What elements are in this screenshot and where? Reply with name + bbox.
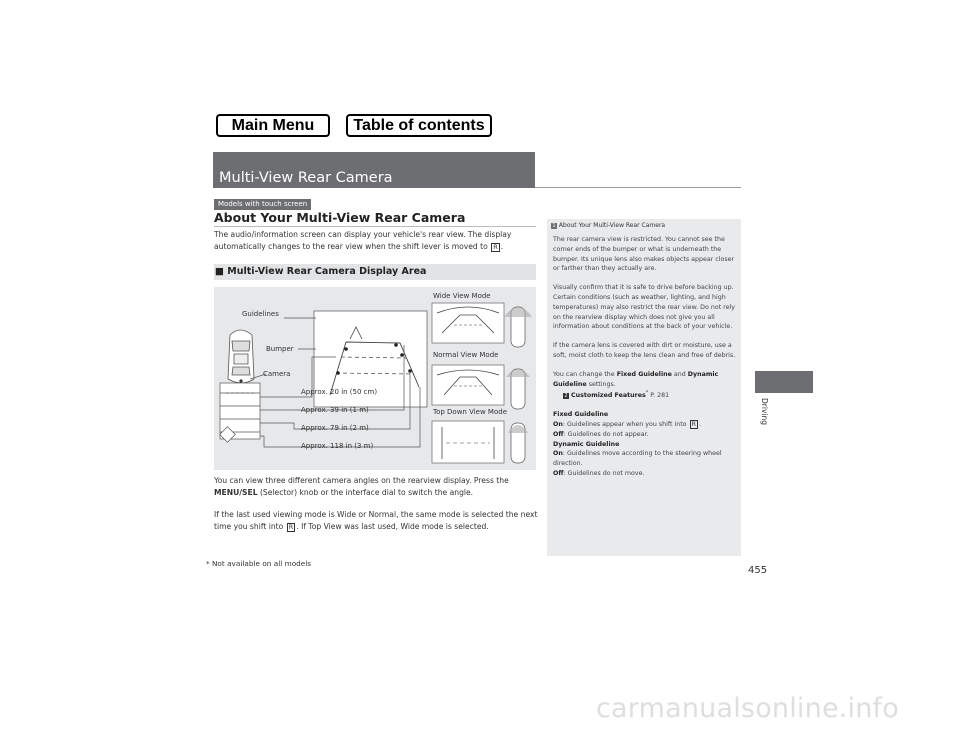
fixed-off-text: : Guidelines do not appear.	[563, 430, 649, 438]
dynamic-guideline-title: Dynamic Guideline	[553, 440, 620, 448]
fixed-off-label: Off	[553, 430, 564, 438]
intro-paragraph	[214, 229, 539, 253]
sidebar-p4-a: You can change the	[553, 370, 615, 378]
intro-end: .	[500, 242, 504, 251]
table-of-contents-button[interactable]: Table of contents	[346, 114, 492, 137]
wide-view-label: Wide View Mode	[433, 292, 491, 300]
menu-sel-term: MENU/SEL	[214, 488, 258, 497]
top-down-view-label: Top Down View Mode	[433, 408, 508, 416]
heading-rule	[214, 226, 536, 227]
fixed-on-label: On	[553, 421, 563, 429]
reference-page: P. 281	[650, 392, 670, 400]
bumper-label: Bumper	[266, 345, 294, 353]
sidebar-body	[553, 235, 738, 479]
customized-features-text: Customized Features	[571, 392, 646, 400]
sidebar-p2: Visually confirm that it is safe to drive before backing up. Certain conditions (such as weather, lighting, and high temperatures) may also restrict the rear view. Do not rely on the rearview display which does not give you all information about conditions at the back of your vehicle.	[553, 284, 735, 331]
models-badge: Models with touch screen	[214, 199, 311, 210]
section-heading: About Your Multi-View Rear Camera	[214, 210, 466, 225]
angles-paragraph	[214, 475, 539, 499]
reverse-key-icon-3: R	[691, 420, 697, 429]
angles-text-b: (Selector) knob or the interface dial to switch the angle.	[257, 488, 474, 497]
footnote: * Not available on all models	[206, 559, 312, 568]
intro-text: The audio/information screen can display your vehicle's rear view. The display automatically changes to the rear view when the shift lever is moved to	[214, 230, 512, 251]
top-down-view-thumbnail	[432, 421, 504, 463]
distance-39in-label: Approx. 39 in (1 m)	[301, 406, 369, 414]
chapter-tab	[755, 371, 813, 393]
guideline-settings: Fixed Guideline On: Guidelines appear when you shift into R . Off: Guidelines do not appear. Dynamic Guideline On: Guidelines move according to the steering wheel direction. Off: Guidelines do not move.	[553, 411, 722, 478]
fixed-guideline-title: Fixed Guideline	[553, 411, 609, 419]
info-icon: 1	[552, 223, 556, 229]
normal-view-label: Normal View Mode	[433, 351, 499, 359]
sidebar-p1: The rear camera view is restricted. You cannot see the corner ends of the bumper or what is underneath the bumper. Its unique lens also makes objects appear closer or farther than they actually are.	[553, 236, 735, 273]
reference-arrow-icon: 2	[564, 393, 568, 400]
page-number: 455	[748, 565, 768, 576]
angles-text-a: You can view three different camera angles on the rearview display. Press the	[214, 476, 509, 485]
sidebar-header	[551, 222, 665, 229]
last-mode-paragraph	[214, 509, 539, 533]
chapter-label: Driving	[760, 398, 769, 425]
footnote-star: *	[645, 390, 649, 397]
notes-sidebar	[547, 219, 741, 556]
sidebar-p4-settings: settings.	[588, 380, 616, 388]
distance-118in-label: Approx. 118 in (3 m)	[301, 442, 374, 450]
display-area-heading: ■ Multi-View Rear Camera Display Area	[215, 266, 427, 277]
reverse-key-icon: R	[493, 243, 498, 251]
distance-20in-label: Approx. 20 in (50 cm)	[301, 388, 378, 396]
display-area-heading-bar	[214, 264, 536, 280]
sidebar-header-text: About Your Multi-View Rear Camera	[558, 222, 666, 229]
sidebar-p4-and: and	[673, 370, 686, 378]
watermark: carmanualsonline.info	[596, 693, 899, 724]
distance-79in-label: Approx. 79 in (2 m)	[301, 424, 369, 432]
camera-dot	[239, 379, 242, 382]
last-mode-text-a: If the last used viewing mode is Wide or Normal, the same mode is selected the next time you shift into	[214, 510, 538, 531]
title-rule	[535, 187, 741, 188]
page-title: Multi-View Rear Camera	[219, 170, 393, 186]
normal-view-thumbnail	[432, 365, 504, 405]
fixed-guideline-term: Fixed Guideline	[616, 370, 672, 378]
wide-view-thumbnail	[432, 303, 504, 343]
last-mode-text-b: . If Top View was last used, Wide mode is selected.	[296, 522, 489, 531]
dynamic-off-text: : Guidelines do not move.	[563, 470, 645, 478]
page-title-bar	[213, 152, 535, 188]
reverse-key-icon-2: R	[288, 523, 294, 531]
sidebar-p3: If the camera lens is covered with dirt or moisture, use a soft, moist cloth to keep the lens clean and free of debris.	[553, 342, 736, 359]
dynamic-on-label: On	[553, 450, 563, 458]
dynamic-guideline-term: Dynamic Guideline	[553, 370, 719, 388]
guidelines-label: Guidelines	[242, 310, 279, 318]
car-top-view-icon	[228, 330, 254, 383]
customized-features-link[interactable]	[553, 392, 669, 399]
camera-display-diagram	[214, 287, 536, 470]
main-menu-button[interactable]: Main Menu	[216, 114, 330, 137]
sidebar-p4	[553, 370, 738, 401]
fixed-on-text: : Guidelines appear when you shift into	[562, 421, 687, 429]
dynamic-off-label: Off	[553, 470, 564, 478]
dynamic-on-text: : Guidelines move according to the steering wheel direction.	[553, 450, 722, 468]
camera-label: Camera	[263, 370, 291, 378]
